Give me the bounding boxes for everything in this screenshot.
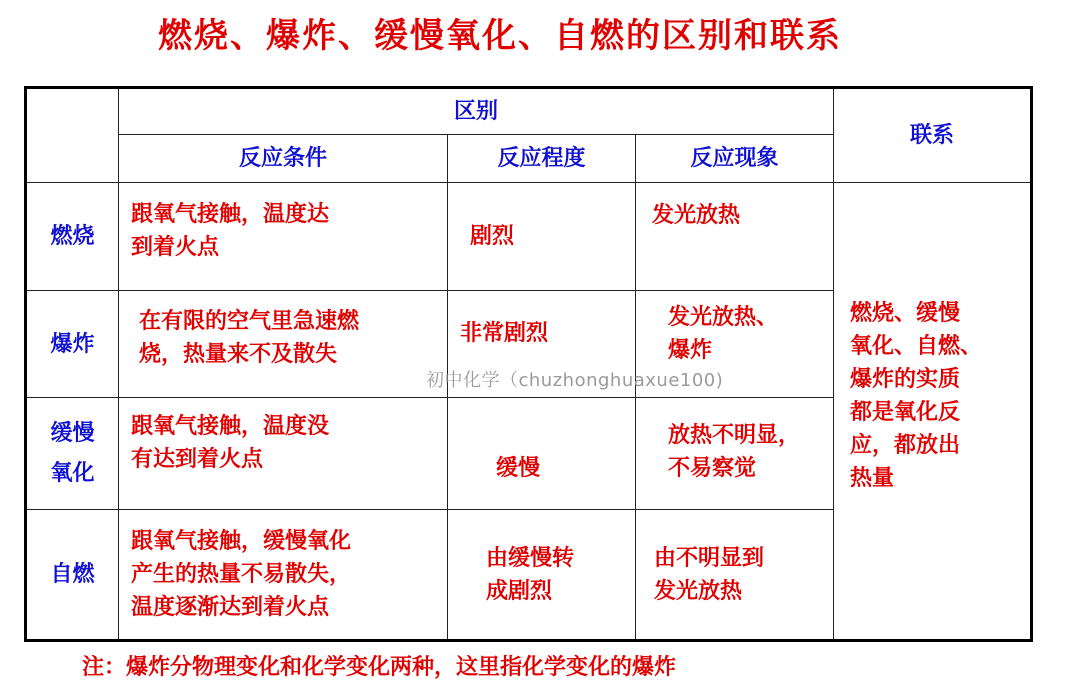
text-line: 跟氧气接触，温度达 — [131, 201, 330, 227]
phenomenon-cell — [636, 398, 834, 510]
watermark: 初中化学（chuzhonghuaxue100) — [426, 370, 724, 391]
text-line: 都是氧化反 — [850, 400, 961, 425]
text-line: 发光放热 — [654, 578, 743, 604]
text-line: 在有限的空气里急速燃 — [139, 309, 360, 334]
table-row — [26, 183, 1032, 291]
corner-cell — [26, 88, 119, 183]
text-line: 有达到着火点 — [131, 446, 264, 472]
text-line: 缓慢 — [496, 456, 541, 481]
condition-cell — [119, 398, 448, 510]
text-line: 热量 — [850, 466, 895, 491]
row-label-combustion: 燃烧 — [26, 183, 119, 291]
text-line: 缓慢 — [50, 420, 95, 446]
text-line: 跟氧气接触，缓慢氧化 — [131, 529, 352, 554]
degree-cell — [448, 510, 636, 641]
text-line: 跟氧气接触，温度没 — [131, 413, 330, 439]
phenomenon-cell — [636, 510, 834, 641]
text-line: 温度逐渐达到着火点 — [131, 595, 330, 620]
header-relation: 联系 — [834, 88, 1032, 183]
text-line: 氧化 — [50, 460, 95, 486]
text-line: 发光放热、 — [668, 305, 779, 330]
text-line: 燃烧、缓慢 — [850, 301, 961, 326]
row-label-slow-oxidation — [26, 398, 119, 510]
text-line: 成剧烈 — [486, 578, 553, 604]
text-line: 放热不明显， — [668, 422, 801, 448]
row-label-spontaneous-combustion: 自燃 — [26, 510, 119, 641]
text-line: 产生的热量不易散失， — [131, 562, 352, 587]
row-label-explosion: 爆炸 — [26, 291, 119, 398]
text-line: 剧烈 — [470, 224, 515, 249]
degree-cell — [448, 183, 636, 291]
text-line: 不易察觉 — [668, 455, 757, 481]
text-line: 到着火点 — [131, 234, 220, 260]
relation-cell — [834, 183, 1032, 641]
header-difference: 区别 — [119, 88, 834, 135]
comparison-table — [24, 86, 1033, 642]
text-line: 爆炸 — [668, 338, 713, 363]
text-line: 发光放热 — [652, 203, 741, 228]
condition-cell — [119, 183, 448, 291]
header-phenomenon: 反应现象 — [636, 135, 834, 183]
page-title: 燃烧、爆炸、缓慢氧化、自燃的区别和联系 — [158, 16, 842, 56]
condition-cell — [119, 291, 448, 398]
text-line: 烧，热量来不及散失 — [139, 342, 338, 367]
text-line: 氧化、自燃、 — [850, 334, 983, 359]
text-line: 由不明显到 — [654, 545, 765, 571]
header-condition: 反应条件 — [119, 135, 448, 183]
condition-cell — [119, 510, 448, 641]
text-line: 爆炸的实质 — [850, 367, 961, 392]
footnote: 注：爆炸分物理变化和化学变化两种，这里指化学变化的爆炸 — [82, 655, 677, 680]
degree-cell — [448, 398, 636, 510]
text-line: 由缓慢转 — [486, 545, 575, 571]
phenomenon-cell — [636, 183, 834, 291]
text-line: 应，都放出 — [850, 433, 961, 458]
header-degree: 反应程度 — [448, 135, 636, 183]
text-line: 非常剧烈 — [460, 320, 549, 346]
